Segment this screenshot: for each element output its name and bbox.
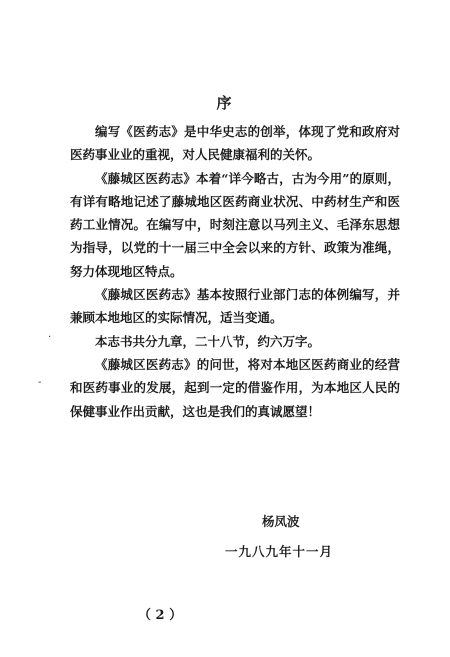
paragraph-2: 《藤城区医药志》本着“详今略古，古为今用”的原则，有详有略地记述了藤城地区医药商业状况、中药材生产和医药工业情况。在编写中，时刻注意以马列主义、毛泽东思想为指导，以党的十一届三中全会以来的方针、政策为准绳，努力体现地区特点。 bbox=[70, 170, 400, 279]
scan-dash-mark: - bbox=[38, 377, 42, 388]
date-line: 一九八九年十一月 bbox=[225, 544, 334, 559]
scan-dot-mark: . bbox=[48, 329, 52, 340]
page-title: 序 bbox=[216, 94, 234, 112]
paragraph-3: 《藤城区医药志》基本按照行业部门志的体例编写，并兼顾本地地区的实际情况，适当变通。 bbox=[70, 287, 400, 326]
paragraph-1: 编写《医药志》是中华史志的创举，体现了党和政府对医药事业业的重视，对人民健康福利的关怀。 bbox=[70, 124, 400, 163]
page-number: （ 2 ） bbox=[138, 608, 183, 623]
preface-body bbox=[70, 120, 400, 423]
author-signature: 杨凤波 bbox=[262, 514, 300, 529]
paragraph-4: 本志书共分九章，二十八节，约六万字。 bbox=[95, 333, 321, 349]
paragraph-5: 《藤城区医药志》的问世，将对本地区医药商业的经营和医药事业的发展，起到一定的借鉴作用，为本地区人民的保健事业作出贡献，这也是我们的真诚愿望！ bbox=[70, 356, 400, 419]
